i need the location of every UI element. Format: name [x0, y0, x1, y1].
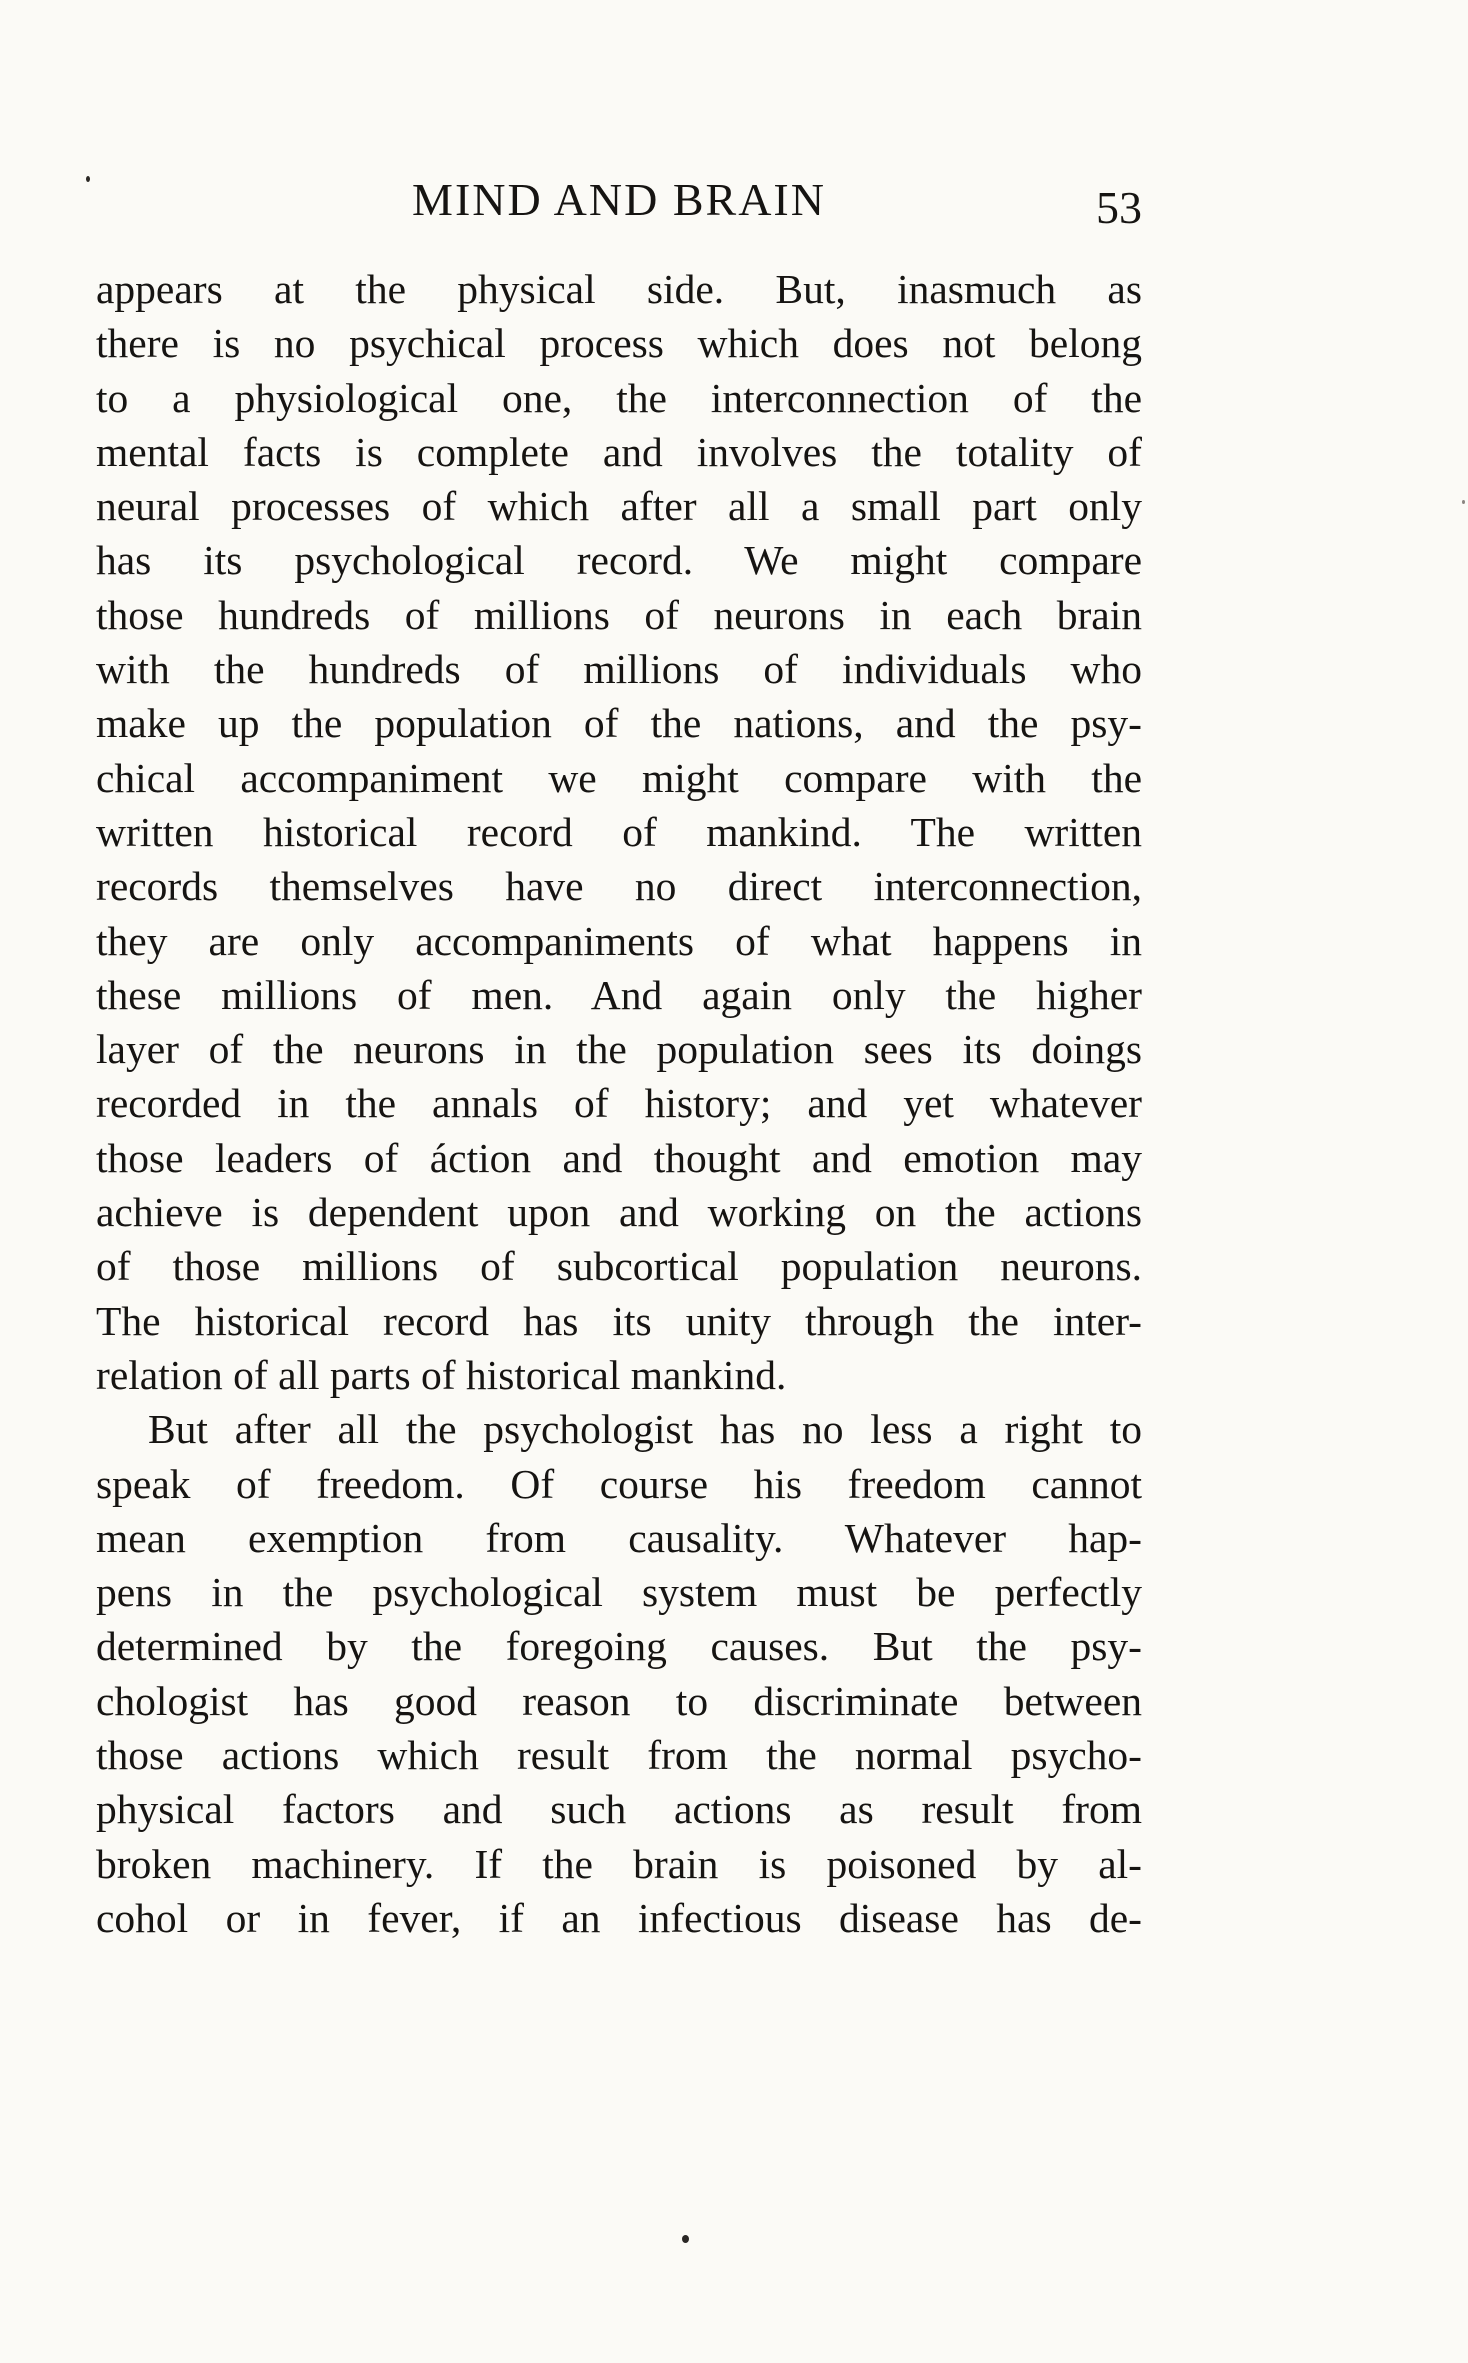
running-head [96, 170, 1142, 240]
text-line: written historical record of mankind. The written [96, 808, 1142, 855]
text-line: of those millions of subcortical population neurons. [96, 1243, 1142, 1290]
text-line: to a physiological one, the interconnection of the [96, 374, 1142, 421]
ink-speck [86, 176, 90, 182]
body-text [96, 262, 1142, 1945]
text-line: recorded in the annals of history; and yet whatever [96, 1080, 1142, 1127]
text-line: neural processes of which after all a small part only [96, 483, 1142, 530]
text-line: pens in the psychological system must be perfectly [96, 1569, 1142, 1616]
text-line: there is no psychical process which does not belong [96, 320, 1142, 367]
text-line: physical factors and such actions as result from [96, 1786, 1142, 1833]
paragraph-2 [96, 1402, 1142, 1945]
text-line: But after all the psychologist has no less a right to [148, 1406, 1142, 1453]
text-line: The historical record has its unity through the inter- [96, 1297, 1142, 1344]
text-line: chical accompaniment we might compare with the [96, 754, 1142, 801]
ink-speck [1462, 500, 1465, 504]
text-line: mental facts is complete and involves the totality of [96, 428, 1142, 475]
text-line: with the hundreds of millions of individuals who [96, 646, 1142, 693]
text-line: has its psychological record. We might compare [96, 537, 1142, 584]
text-line: mean exemption from causality. Whatever hap- [96, 1514, 1142, 1561]
chapter-title: MIND AND BRAIN [412, 174, 826, 225]
text-line: cohol or in fever, if an infectious disease has de- [96, 1894, 1142, 1941]
text-line: layer of the neurons in the population sees its doings [96, 1026, 1142, 1073]
text-line: those leaders of áction and thought and emotion may [96, 1134, 1142, 1181]
text-line: those actions which result from the normal psycho- [96, 1732, 1142, 1779]
text-line: chologist has good reason to discriminate between [96, 1677, 1142, 1724]
text-line: achieve is dependent upon and working on the actions [96, 1189, 1142, 1236]
text-line: relation of all parts of historical mankind. [96, 1351, 787, 1398]
page-number: 53 [1096, 182, 1142, 233]
text-line: they are only accompaniments of what happens in [96, 917, 1142, 964]
text-line: these millions of men. And again only the higher [96, 971, 1142, 1018]
text-line: speak of freedom. Of course his freedom cannot [96, 1460, 1142, 1507]
text-line: determined by the foregoing causes. But the psy- [96, 1623, 1142, 1670]
text-line: those hundreds of millions of neurons in each brain [96, 591, 1142, 638]
ink-speck [682, 2235, 689, 2243]
text-line: make up the population of the nations, and the psy- [96, 700, 1142, 747]
text-line: broken machinery. If the brain is poisoned by al- [96, 1840, 1142, 1887]
text-line: records themselves have no direct interconnection, [96, 863, 1142, 910]
text-line: appears at the physical side. But, inasmuch as [96, 266, 1142, 312]
paragraph-1 [96, 262, 1142, 1402]
